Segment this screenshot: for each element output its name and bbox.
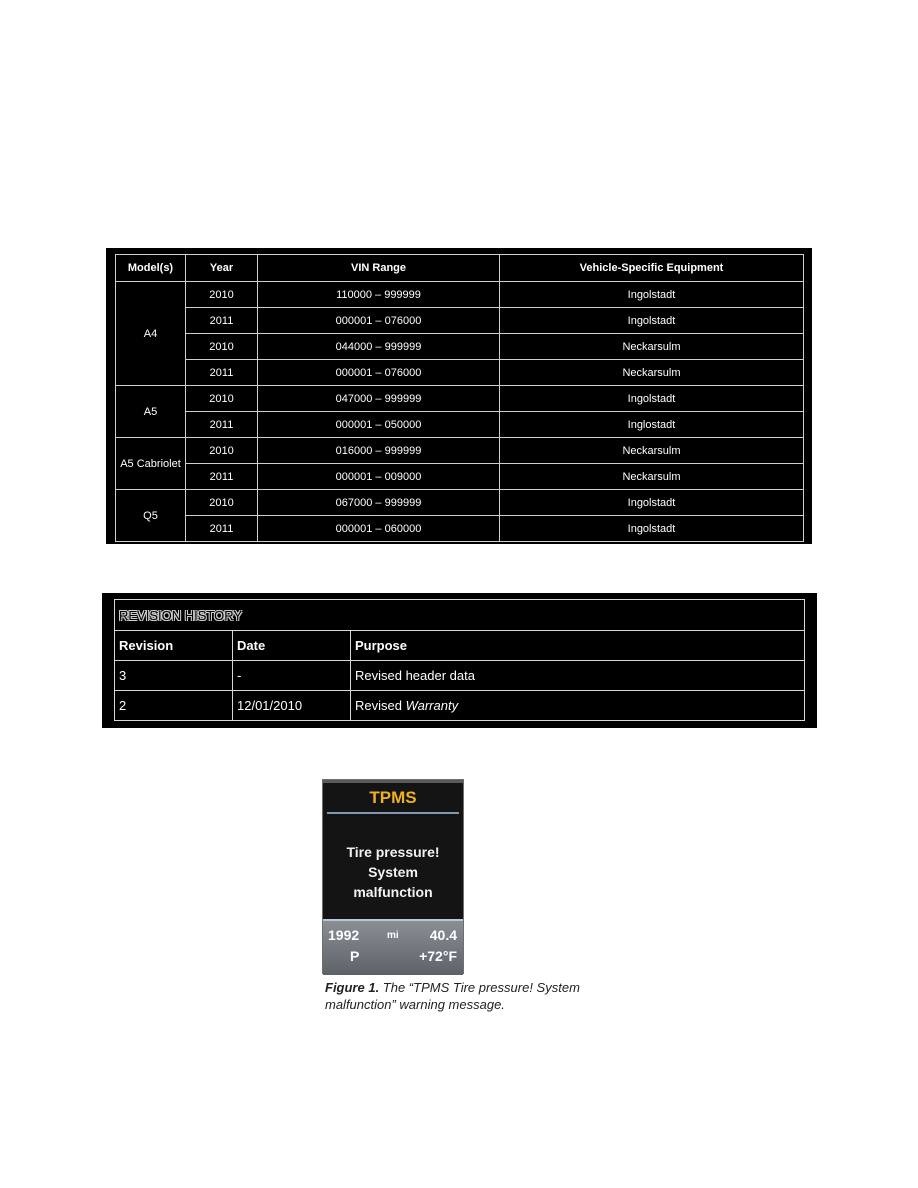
equipment-cell: Ingolstadt [500, 516, 804, 542]
purpose-text: Revised [355, 698, 406, 713]
year-cell: 2010 [186, 438, 258, 464]
warning-line: malfunction [353, 884, 433, 900]
vin-cell: 000001 – 050000 [258, 412, 500, 438]
table-row [116, 516, 804, 542]
year-cell: 2011 [186, 464, 258, 490]
revision-header-row [115, 631, 805, 661]
figure-caption-text: The “TPMS Tire pressure! System malfunction” warning message. [325, 980, 580, 1012]
year-cell: 2011 [186, 308, 258, 334]
revision-history-panel [102, 593, 817, 728]
col-header-equipment: Vehicle-Specific Equipment [500, 255, 804, 282]
warning-line: Tire pressure! [346, 844, 440, 860]
table-row [116, 308, 804, 334]
purpose-cell [351, 691, 805, 721]
tpms-title: TPMS [369, 788, 417, 807]
year-cell: 2011 [186, 412, 258, 438]
col-header-year: Year [186, 255, 258, 282]
trip-value: 40.4 [429, 927, 457, 943]
col-header-purpose: Purpose [351, 631, 805, 661]
equipment-cell: Ingolstadt [500, 490, 804, 516]
warning-line: System [368, 864, 418, 880]
equipment-cell: Neckarsulm [500, 334, 804, 360]
vin-cell: 110000 – 999999 [258, 282, 500, 308]
model-cell: Q5 [116, 490, 186, 542]
tpms-display-image [322, 779, 464, 974]
vehicle-table-header-row [116, 255, 804, 282]
revision-cell: 3 [115, 661, 233, 691]
col-header-date: Date [233, 631, 351, 661]
display-top-bezel [323, 780, 463, 783]
outside-temperature: +72°F [419, 948, 457, 964]
equipment-cell: Inglostadt [500, 412, 804, 438]
table-row [116, 360, 804, 386]
vin-cell: 016000 – 999999 [258, 438, 500, 464]
vin-cell: 000001 – 060000 [258, 516, 500, 542]
odometer-value: 1992 [328, 927, 360, 943]
title-divider [327, 812, 459, 814]
table-row [116, 490, 804, 516]
table-row [115, 661, 805, 691]
col-header-vin-range: VIN Range [258, 255, 500, 282]
year-cell: 2010 [186, 334, 258, 360]
year-cell: 2010 [186, 282, 258, 308]
revision-cell: 2 [115, 691, 233, 721]
date-cell: - [233, 661, 351, 691]
table-row [116, 386, 804, 412]
date-cell: 12/01/2010 [233, 691, 351, 721]
purpose-italic-text: Warranty [405, 698, 459, 713]
equipment-cell: Ingolstadt [500, 386, 804, 412]
vin-cell: 067000 – 999999 [258, 490, 500, 516]
status-bar [323, 919, 463, 975]
year-cell: 2010 [186, 386, 258, 412]
vehicle-table-panel [106, 248, 812, 544]
figure-caption [325, 979, 625, 1013]
vin-cell: 000001 – 076000 [258, 360, 500, 386]
figure-label: Figure 1. [325, 980, 380, 995]
equipment-cell: Neckarsulm [500, 464, 804, 490]
table-row [116, 438, 804, 464]
equipment-cell: Neckarsulm [500, 438, 804, 464]
col-header-revision: Revision [115, 631, 233, 661]
equipment-cell: Neckarsulm [500, 360, 804, 386]
revision-history-table [114, 599, 805, 721]
purpose-cell [351, 661, 805, 691]
vin-cell: 000001 – 009000 [258, 464, 500, 490]
vin-cell: 044000 – 999999 [258, 334, 500, 360]
table-row [116, 412, 804, 438]
vehicle-table [115, 254, 804, 542]
equipment-cell: Ingolstadt [500, 308, 804, 334]
table-row [115, 691, 805, 721]
purpose-text: Revised header data [355, 668, 475, 683]
vin-cell: 000001 – 076000 [258, 308, 500, 334]
odometer-unit: mi [387, 930, 399, 941]
revision-history-title: REVISION HISTORY [115, 600, 805, 631]
year-cell: 2010 [186, 490, 258, 516]
model-cell: A5 [116, 386, 186, 438]
col-header-models: Model(s) [116, 255, 186, 282]
vin-cell: 047000 – 999999 [258, 386, 500, 412]
equipment-cell: Ingolstadt [500, 282, 804, 308]
table-row [116, 464, 804, 490]
year-cell: 2011 [186, 516, 258, 542]
year-cell: 2011 [186, 360, 258, 386]
gear-indicator: P [350, 948, 360, 964]
table-row [116, 334, 804, 360]
warning-message [323, 842, 463, 902]
revision-title-row [115, 600, 805, 631]
model-cell: A4 [116, 282, 186, 386]
model-cell: A5 Cabriolet [116, 438, 186, 490]
table-row [116, 282, 804, 308]
